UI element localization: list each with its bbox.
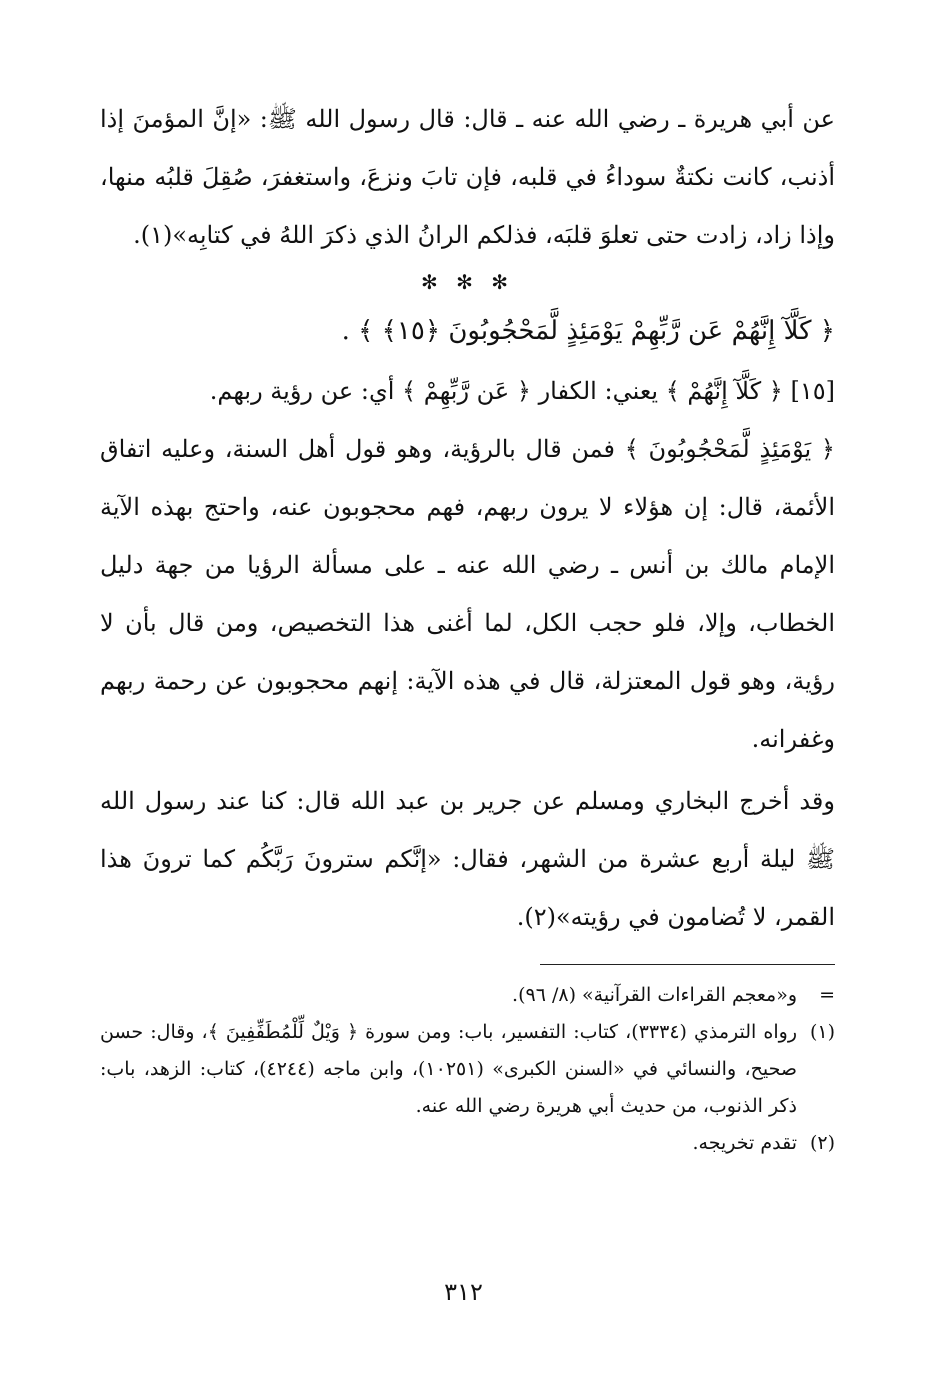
page-number: ٣١٢ (444, 1278, 483, 1306)
footnote-1 (100, 1014, 835, 1125)
page-content (100, 90, 835, 1162)
footnote-text: رواه الترمذي (٣٣٣٤)، كتاب: التفسير، باب: ومن سورة ﴿ وَيْلٌ لِّلْمُطَفِّفِينَ ﴾، وقال: حسن صحيح، والنسائي في «السنن الكبرى» (١٠٢٥١)، وابن ماجه (٤٢٤٤)، كتاب: الزهد، باب: ذكر الذنوب، من حديث أبي هريرة رضي الله عنه. (100, 1021, 797, 1117)
section-separator: ✻ ✻ ✻ (421, 270, 514, 294)
paragraph-hadith: عن أبي هريرة ـ رضي الله عنه ـ قال: قال رسول الله ﷺ: «إنَّ المؤمنَ إذا أذنب، كانت نكتةٌ سوداءُ في قلبه، فإن تابَ ونزعَ، واستغفرَ، صُقِلَ قلبُه منها، وإذا زاد، زادت حتى تعلوَ قلبَه، فذلكم الرانُ الذي ذكرَ اللهُ في كتابِه»(١). (100, 105, 835, 249)
paragraph-ruya: ﴿ يَوْمَئِذٍ لَّمَحْجُوبُونَ ﴾ فمن قال بالرؤية، وهو قول أهل السنة، وعليه اتفاق الأئمة، قال: إن هؤلاء لا يرون ربهم، فهم محجوبون عنه، واحتج بهذه الآية الإمام مالك بن أنس ـ رضي الله عنه ـ على مسألة الرؤيا من جهة دليل الخطاب، وإلا، فلو حجب الكل، لما أغنى هذا التخصيص، ومن قال بأن لا رؤية، وهو قول المعتزلة، قال في هذه الآية: إنهم محجوبون عن رحمة ربهم وغفرانه. (100, 435, 835, 753)
paragraph-tafsir-15: [١٥] ﴿ كَلَّآ إِنَّهُمْ ﴾ يعني: الكفار ﴿ عَن رَّبِّهِمْ ﴾ أي: عن رؤية ربهم. (209, 377, 835, 405)
footnote-continuation-text: و«معجم القراءات القرآنية» (٨/ ٩٦). (512, 984, 797, 1006)
footnote-divider (540, 964, 835, 965)
footnote-number: (٢) (809, 1132, 835, 1154)
footnote-number: (١) (809, 1021, 835, 1043)
footnote-2 (100, 1125, 835, 1162)
footnote-continuation (100, 977, 835, 1014)
quran-verse: ﴿ كَلَّآ إِنَّهُمْ عَن رَّبِّهِمْ يَوْمَئِذٍ لَّمَحْجُوبُونَ ﴿١٥﴾ ﴾ . (341, 316, 835, 346)
paragraph-bukhari: وقد أخرج البخاري ومسلم عن جرير بن عبد الله قال: كنا عند رسول الله ﷺ ليلة أربع عشرة من الشهر، فقال: «إنَّكم سترونَ رَبَّكُم كما ترونَ هذا القمر، لا تُضامون في رؤيته»(٢). (100, 787, 835, 931)
footnote-text: تقدم تخريجه. (692, 1132, 797, 1154)
continuation-mark: = (819, 984, 835, 1006)
